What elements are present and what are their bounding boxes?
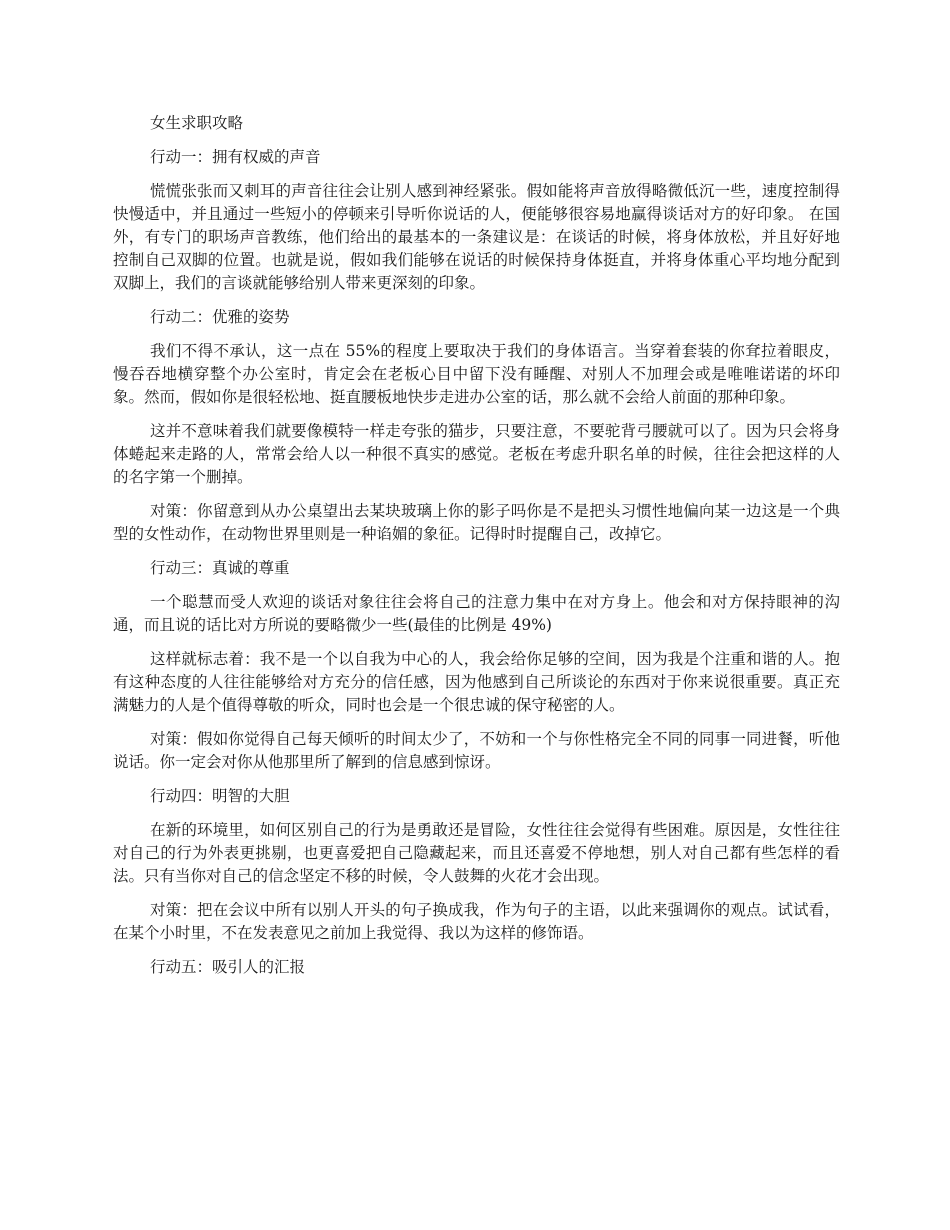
paragraph: 对策：假如你觉得自己每天倾听的时间太少了，不妨和一个与你性格完全不同的同事一同进餐，听他说话。你一定会对你从他那里所了解到的信息感到惊讶。 <box>113 730 840 771</box>
section-heading-4: 行动四：明智的大胆 <box>150 787 290 805</box>
section-heading-1: 行动一：拥有权威的声音 <box>150 148 321 166</box>
document-title: 女生求职攻略 <box>150 114 244 132</box>
paragraph: 这并不意味着我们就要像模特一样走夸张的猫步，只要注意，不要驼背弓腰就可以了。因为只会将身体蜷起来走路的人，常常会给人以一种很不真实的感觉。老板在考虑升职名单的时候，往往会把这样的人的名字第一个删掉。 <box>113 422 840 486</box>
paragraph: 这样就标志着：我不是一个以自我为中心的人，我会给你足够的空间，因为我是个注重和谐的人。抱有这种态度的人往往能够给对方充分的信任感，因为他感到自己所谈论的东西对于你来说很重要。真正充满魅力的人是个值得尊敬的听众，同时也会是一个很忠诚的保守秘密的人。 <box>113 650 840 714</box>
paragraph: 我们不得不承认，这一点在 55%的程度上要取决于我们的身体语言。当穿着套装的你耷拉着眼皮，慢吞吞地横穿整个办公室时，肯定会在老板心目中留下没有睡醒、对别人不加理会或是唯唯诺诺的坏印象。然而，假如你是很轻松地、挺直腰板地快步走进办公室的话，那么就不会给人前面的那种印象。 <box>113 342 840 406</box>
section-heading-2: 行动二：优雅的姿势 <box>150 308 290 326</box>
section-heading-5: 行动五：吸引人的汇报 <box>150 958 306 976</box>
paragraph: 在新的环境里，如何区别自己的行为是勇敢还是冒险，女性往往会觉得有些困难。原因是，女性往往对自己的行为外表更挑剔，也更喜爱把自己隐藏起来，而且还喜爱不停地想，别人对自己都有些怎样的看法。只有当你对自己的信念坚定不移的时候，令人鼓舞的火花才会出现。 <box>113 821 840 885</box>
document-page <box>113 112 840 990</box>
paragraph: 对策：把在会议中所有以别人开头的句子换成我，作为句子的主语，以此来强调你的观点。试试看，在某个小时里，不在发表意见之前加上我觉得、我以为这样的修饰语。 <box>113 901 840 942</box>
paragraph: 慌慌张张而又刺耳的声音往往会让别人感到神经紧张。假如能将声音放得略微低沉一些，速度控制得快慢适中，并且通过一些短小的停顿来引导听你说话的人，便能够很容易地赢得谈话对方的好印象。 在国外，有专门的职场声音教练，他们给出的最基本的一条建议是：在谈话的时候，将身体放松，并且好好地控制自己双脚的位置。也就是说，假如我们能够在说话的时候保持身体挺直，并将身体重心平均地分配到双脚上，我们的言谈就能够给别人带来更深刻的印象。 <box>113 182 840 292</box>
paragraph: 对策：你留意到从办公桌望出去某块玻璃上你的影子吗你是不是把头习惯性地偏向某一边这是一个典型的女性动作，在动物世界里则是一种谄媚的象征。记得时时提醒自己，改掉它。 <box>113 502 840 543</box>
paragraph: 一个聪慧而受人欢迎的谈话对象往往会将自己的注意力集中在对方身上。他会和对方保持眼神的沟通，而且说的话比对方所说的要略微少一些(最佳的比例是 49%) <box>113 593 840 634</box>
section-heading-3: 行动三：真诚的尊重 <box>150 559 290 577</box>
